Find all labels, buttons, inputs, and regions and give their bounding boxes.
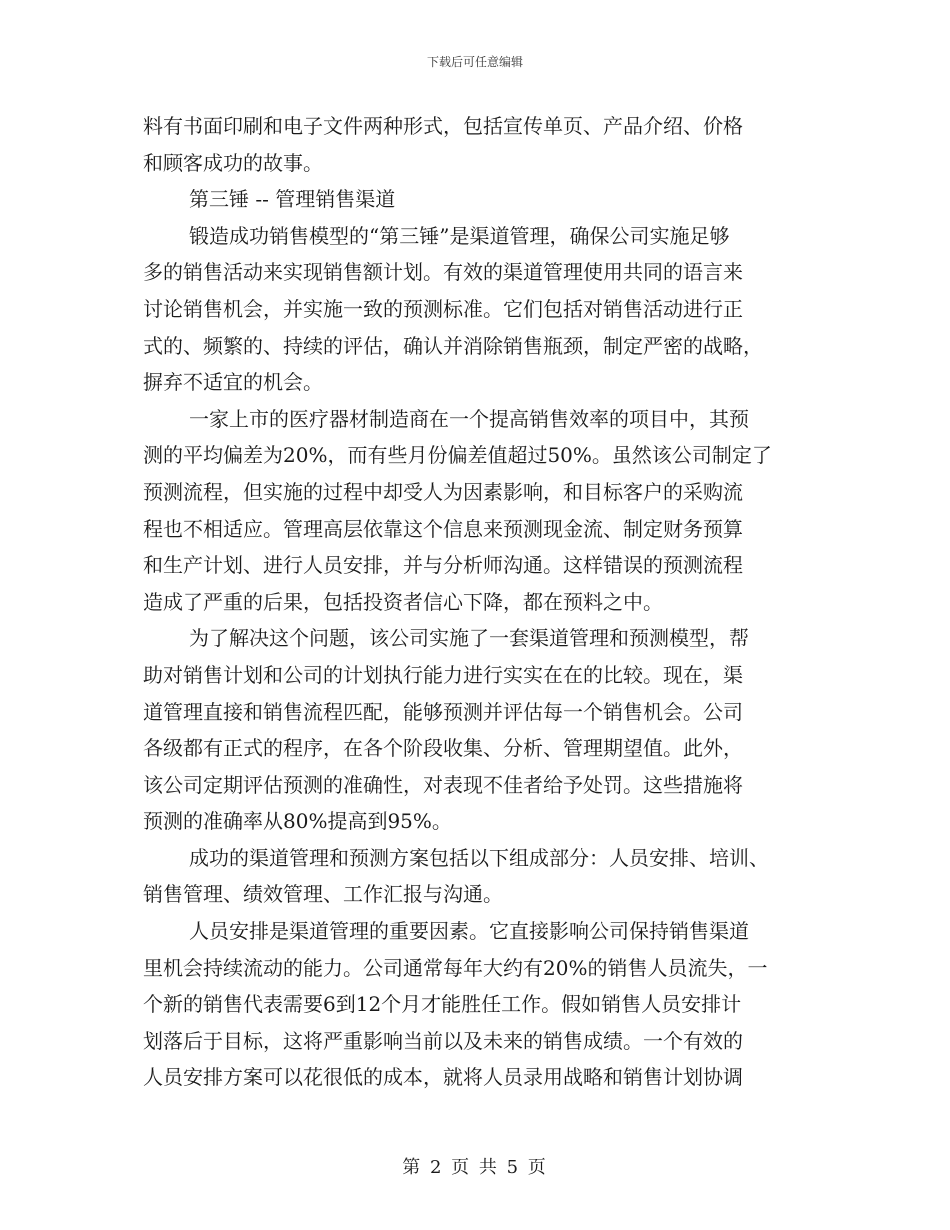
text-line: 造成了严重的后果，包括投资者信心下降，都在预料之中。 xyxy=(143,589,663,614)
text-line: 预测的准确率从80%提高到95%。 xyxy=(143,809,452,834)
text-line: 锻造成功销售模型的“第三锤”是渠道管理，确保公司实施足够 xyxy=(189,223,730,248)
text-line: 预测流程，但实施的过程中却受人为因素影响，和目标客户的采购流 xyxy=(143,479,743,504)
text-line: 该公司定期评估预测的准确性，对表现不佳者给予处罚。这些措施将 xyxy=(143,772,743,797)
text-line: 个新的销售代表需要6到12个月才能胜任工作。假如销售人员安排计 xyxy=(143,992,742,1017)
text-line: 道管理直接和销售流程匹配，能够预测并评估每一个销售机会。公司 xyxy=(143,699,743,724)
text-line: 助对销售计划和公司的计划执行能力进行实实在在的比较。现在，渠 xyxy=(143,662,743,687)
text-line: 程也不相适应。管理高层依靠这个信息来预测现金流、制定财务预算 xyxy=(143,516,743,541)
body-text xyxy=(143,108,815,1096)
text-line: 人员安排方案可以花很低的成本，就将人员录用战略和销售计划协调 xyxy=(143,1065,743,1090)
text-line: 测的平均偏差为20%，而有些月份偏差值超过50%。虽然该公司制定了 xyxy=(143,443,772,468)
text-line: 各级都有正式的程序，在各个阶段收集、分析、管理期望值。此外， xyxy=(143,736,743,761)
section-heading: 第三锤 -- 管理销售渠道 xyxy=(189,187,396,212)
page-header: 下载后可任意编辑 xyxy=(426,55,523,69)
text-line: 料有书面印刷和电子文件两种形式，包括宣传单页、产品介绍、价格 xyxy=(143,114,743,138)
text-line: 和顾客成功的故事。 xyxy=(143,150,323,175)
text-line: 讨论销售机会，并实施一致的预测标准。它们包括对销售活动进行正 xyxy=(143,296,743,321)
text-line: 成功的渠道管理和预测方案包括以下组成部分：人员安排、培训、 xyxy=(189,845,769,870)
text-line: 一家上市的医疗器材制造商在一个提高销售效率的项目中，其预 xyxy=(189,406,749,431)
text-line: 和生产计划、进行人员安排，并与分析师沟通。这样错误的预测流程 xyxy=(143,553,743,578)
page-footer: 第 2 页 共 5 页 xyxy=(402,1157,548,1178)
text-line: 为了解决这个问题，该公司实施了一套渠道管理和预测模型，帮 xyxy=(189,626,749,651)
text-line: 多的销售活动来实现销售额计划。有效的渠道管理使用共同的语言来 xyxy=(143,260,743,285)
text-line: 式的、频繁的、持续的评估，确认并消除销售瓶颈，制定严密的战略， xyxy=(143,333,763,358)
text-line: 划落后于目标，这将严重影响当前以及未来的销售成绩。一个有效的 xyxy=(143,1028,743,1053)
text-line: 里机会持续流动的能力。公司通常每年大约有20%的销售人员流失，一 xyxy=(143,955,768,980)
text-line: 摒弃不适宜的机会。 xyxy=(143,370,323,395)
text-line: 人员安排是渠道管理的重要因素。它直接影响公司保持销售渠道 xyxy=(189,919,749,944)
text-line: 销售管理、绩效管理、工作汇报与沟通。 xyxy=(143,882,503,907)
